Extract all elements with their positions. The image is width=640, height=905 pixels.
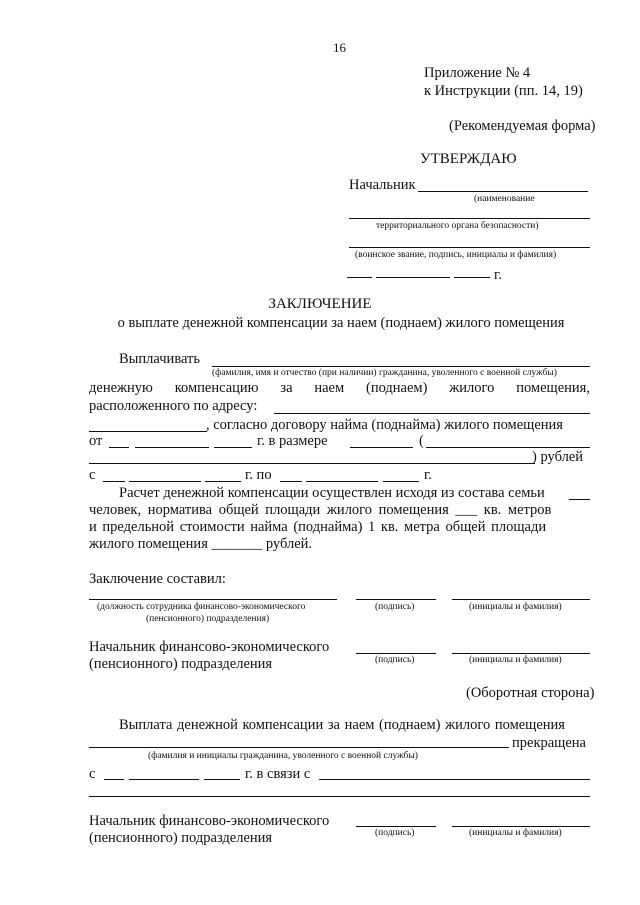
amount-words-line-2[interactable] xyxy=(89,463,535,464)
word: денежную xyxy=(89,380,153,396)
calc-line-4: жилого помещения _______ рублей. xyxy=(89,536,313,552)
chief1-line1: Начальник финансово-экономического xyxy=(89,639,330,655)
chief2-line1: Начальник финансово-экономического xyxy=(89,813,330,829)
compiled-position-line[interactable] xyxy=(89,599,337,600)
period-to-year[interactable] xyxy=(383,481,419,482)
word: за xyxy=(280,380,293,396)
chief2-hint-signature: (подпись) xyxy=(375,828,415,838)
word: (поднаем) xyxy=(366,380,428,396)
chief1-signature-line[interactable] xyxy=(356,653,436,654)
instruction-ref: к Инструкции (пп. 14, 19) xyxy=(424,83,583,99)
calc-line-2: человек, норматива общей площади жилого помещения ___ кв. метров xyxy=(89,502,552,518)
compiled-label: Заключение составил: xyxy=(89,571,226,587)
from-label: от xyxy=(89,433,103,449)
period-from-label: с xyxy=(89,467,96,483)
chief-name-line[interactable] xyxy=(418,191,588,192)
address-line-2[interactable] xyxy=(89,431,207,432)
contract-text: , согласно договору найма (поднайма) жилого помещения xyxy=(206,417,563,433)
chief1-hint-signature: (подпись) xyxy=(375,655,415,665)
stop-due-to: г. в связи с xyxy=(245,766,311,782)
address-line[interactable] xyxy=(274,413,590,414)
word: компенсацию xyxy=(174,380,259,396)
from-month-line[interactable] xyxy=(135,447,209,448)
reverse-side-label: (Оборотная сторона) xyxy=(466,685,595,701)
from-day-line[interactable] xyxy=(109,447,129,448)
approve-year-suffix: г. xyxy=(494,267,502,283)
appendix-title: Приложение № 4 xyxy=(424,65,531,81)
open-paren: ( xyxy=(419,433,424,449)
stop-month-line[interactable] xyxy=(129,779,199,780)
compiled-initials-line[interactable] xyxy=(452,599,590,600)
compiled-signature-line[interactable] xyxy=(356,599,436,600)
stop-line-1: Выплата денежной компенсации за наем (поднаем) жилого помещения xyxy=(119,717,565,733)
period-from-year[interactable] xyxy=(205,481,241,482)
stop-reason-line[interactable] xyxy=(319,779,590,780)
hint-rank: (воинское звание, подпись, инициалы и фамилия) xyxy=(355,250,557,260)
from-year-line[interactable] xyxy=(214,447,252,448)
chief1-line2: (пенсионного) подразделения xyxy=(89,656,273,672)
org-line[interactable] xyxy=(349,218,590,219)
hint-signature: (подпись) xyxy=(375,602,415,612)
approve-year-line[interactable] xyxy=(454,277,490,278)
chief1-initials-line[interactable] xyxy=(452,653,590,654)
period-from-month[interactable] xyxy=(129,481,201,482)
person-line[interactable] xyxy=(212,366,590,367)
amount-line[interactable] xyxy=(350,447,413,448)
period-to-month[interactable] xyxy=(306,481,378,482)
calc-line-3: и предельной стоимости найма (поднайма) 1 кв. метра общей площади xyxy=(89,519,547,535)
page-number: 16 xyxy=(333,40,346,55)
stop-from-label: с xyxy=(89,766,96,782)
hint-org: территориального органа безопасности) xyxy=(376,221,539,231)
approve-month-line[interactable] xyxy=(376,277,450,278)
word: наем xyxy=(314,380,345,396)
year-amount-text: г. в размере xyxy=(257,433,328,449)
document-title: ЗАКЛЮЧЕНИЕ xyxy=(268,296,372,312)
stop-reason-line-2[interactable] xyxy=(89,796,590,797)
chief2-signature-line[interactable] xyxy=(356,826,436,827)
document-subtitle: о выплате денежной компенсации за наем (поднаем) жилого помещения xyxy=(117,315,565,331)
address-label: расположенного по адресу: xyxy=(89,398,258,414)
approve-title: УТВЕРЖДАЮ xyxy=(420,151,517,167)
stop-hint-person: (фамилия и инициалы гражданина, уволенного с военной службы) xyxy=(148,751,418,761)
hint-initials: (инициалы и фамилия) xyxy=(469,602,562,612)
amount-words-line[interactable] xyxy=(426,447,590,448)
period-to-day[interactable] xyxy=(280,481,302,482)
stop-stopped: прекращена xyxy=(512,735,586,751)
hint-name: (наименование xyxy=(474,194,535,204)
family-size-line[interactable] xyxy=(569,499,590,500)
rubles-close: ) рублей xyxy=(532,449,584,465)
stop-day-line[interactable] xyxy=(104,779,124,780)
chief2-initials-line[interactable] xyxy=(452,826,590,827)
period-end: г. xyxy=(424,467,432,483)
hint-person: (фамилия, имя и отчество (при наличии) гражданина, уволенного с военной службы) xyxy=(212,368,557,378)
pay-label: Выплачивать xyxy=(119,351,200,367)
approve-day-line[interactable] xyxy=(347,277,372,278)
chief-label: Начальник xyxy=(349,177,416,193)
calc-line-1: Расчет денежной компенсации осуществлен исходя из состава семьи xyxy=(119,485,545,501)
period-from-day[interactable] xyxy=(103,481,125,482)
chief2-line2: (пенсионного) подразделения xyxy=(89,830,273,846)
hint-position: (должность сотрудника финансово-экономического xyxy=(97,602,306,612)
hint-position-2: (пенсионного) подразделения) xyxy=(146,614,270,624)
stop-year-line[interactable] xyxy=(204,779,240,780)
compensation-line xyxy=(89,381,590,396)
stop-person-line[interactable] xyxy=(89,747,509,748)
chief2-hint-initials: (инициалы и фамилия) xyxy=(469,828,562,838)
period-to-label: г. по xyxy=(245,467,272,483)
recommended-form: (Рекомендуемая форма) xyxy=(449,118,596,134)
chief1-hint-initials: (инициалы и фамилия) xyxy=(469,655,562,665)
word: помещения, xyxy=(516,380,590,396)
rank-line[interactable] xyxy=(349,247,590,248)
word: жилого xyxy=(449,380,495,396)
